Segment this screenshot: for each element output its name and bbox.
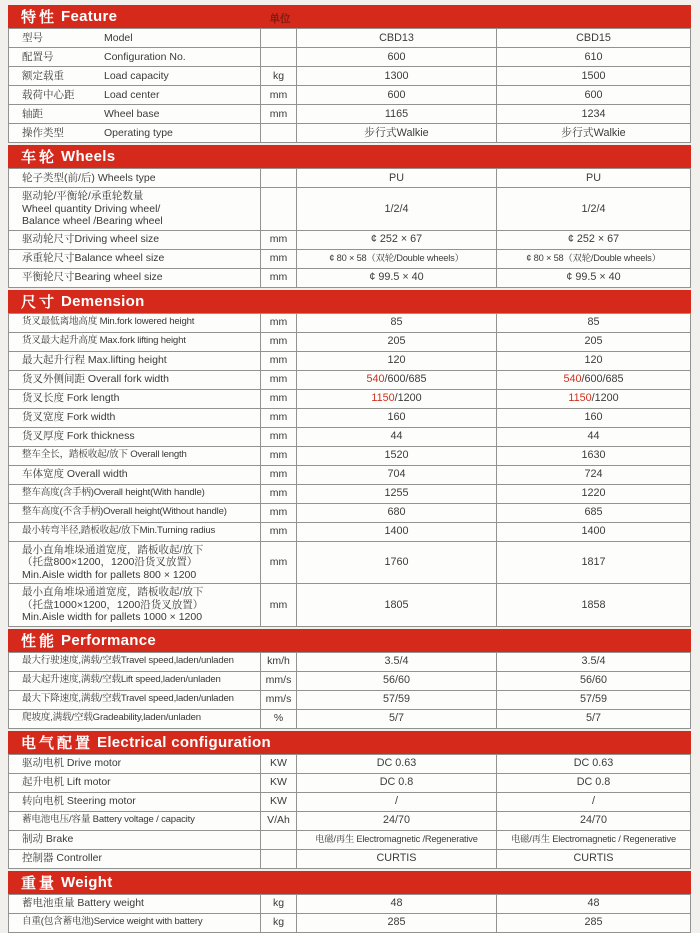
row-value-cbd13: ¢ 80 × 58（双轮/Double wheels） <box>297 250 497 268</box>
section-title-zh: 特性 <box>21 9 58 26</box>
row-label-zh: 操作类型 <box>22 126 64 139</box>
row-unit <box>261 124 297 142</box>
row-value-cbd13: ¢ 99.5 × 40 <box>297 269 497 287</box>
row-value-cbd13: DC 0.63 <box>297 755 497 773</box>
row-value-cbd15: 724 <box>584 468 603 481</box>
row-label: 货叉最低离地高度 Min.fork lowered height <box>9 314 261 332</box>
row-value-cbd15: ¢ 99.5 × 40 <box>566 271 621 284</box>
section-rows-performance <box>8 652 691 729</box>
row-value-cbd15: 1234 <box>581 107 606 120</box>
section-title-en: Wheels <box>61 148 116 165</box>
row-label <box>9 67 261 85</box>
spec-row <box>9 169 690 188</box>
section-title-en: Performance <box>61 631 157 649</box>
section-title-en: Demension <box>61 292 145 310</box>
row-value-cbd15: 56/60 <box>579 674 608 687</box>
row-label: 货叉最大起升高度 Max.fork lifting height <box>9 333 261 351</box>
row-value-cbd15: DC 0.8 <box>576 776 611 789</box>
row-value-cbd13: DC 0.8 <box>297 774 497 792</box>
spec-row <box>9 466 690 485</box>
spec-row <box>9 29 690 48</box>
spec-row <box>9 672 690 691</box>
row-value-cbd15 <box>497 371 690 389</box>
row-label-line: 驱动轮/平衡轮/承重轮数量 <box>22 190 144 202</box>
row-value-cbd15: 160 <box>584 411 603 424</box>
row-value-cbd13: 680 <box>297 504 497 522</box>
spec-row <box>9 691 690 710</box>
row-unit <box>261 831 297 849</box>
spec-row <box>9 914 690 933</box>
section-rows-electrical <box>8 754 691 869</box>
row-label: 最大下降速度,满载/空载Travel speed,laden/unladen <box>9 691 261 709</box>
section-rows-feature <box>8 28 691 143</box>
row-value-cbd13: 85 <box>297 314 497 332</box>
row-value-cbd15: 5/7 <box>585 712 601 725</box>
row-label: 爬坡度,满载/空载Gradeability,laden/unladen <box>9 710 261 728</box>
section-rows-weight <box>8 894 691 933</box>
row-label-zh: 载荷中心距 <box>22 88 75 101</box>
value-rest: /1200 <box>394 392 422 405</box>
section-title-en: Weight <box>61 873 113 891</box>
row-value-cbd15: 1630 <box>581 449 606 462</box>
row-value-cbd15: 1/2/4 <box>581 202 606 215</box>
row-label <box>9 29 261 47</box>
section-title-zh: 重量 <box>21 874 58 892</box>
row-unit: mm <box>261 231 297 249</box>
row-unit: mm <box>261 352 297 370</box>
row-unit: mm <box>261 409 297 427</box>
spec-row <box>9 812 690 831</box>
spec-row <box>9 250 690 269</box>
spec-row <box>9 755 690 774</box>
row-label-line: 最小直角堆垛通道宽度，踏板收起/放下 <box>22 543 204 556</box>
row-value-cbd15: 57/59 <box>579 693 608 706</box>
section-title-zh: 电气配置 <box>21 734 94 752</box>
row-value-cbd13: 704 <box>297 466 497 484</box>
row-value-cbd13: 1805 <box>297 584 497 626</box>
row-label: 蓄电池电压/容量 Battery voltage / capacity <box>9 812 261 830</box>
row-unit: mm/s <box>261 672 297 690</box>
row-unit: % <box>261 710 297 728</box>
row-unit <box>261 850 297 868</box>
row-unit: mm <box>261 250 297 268</box>
section-header-performance <box>8 629 691 652</box>
row-value-cbd15 <box>497 390 690 408</box>
row-label <box>9 584 261 626</box>
spec-row <box>9 67 690 86</box>
row-unit: kg <box>261 67 297 85</box>
value-highlight: 1150 <box>371 392 395 405</box>
row-value-cbd13: 285 <box>297 914 497 932</box>
spec-row <box>9 428 690 447</box>
row-value-cbd13: 120 <box>297 352 497 370</box>
row-value-cbd15: PU <box>586 171 601 184</box>
page <box>0 5 700 929</box>
row-value-cbd15: ¢ 252 × 67 <box>567 233 620 246</box>
section-title-zh: 尺寸 <box>21 293 58 311</box>
spec-row <box>9 409 690 428</box>
spec-row <box>9 269 690 288</box>
row-value-cbd13: 1300 <box>297 67 497 85</box>
row-value-cbd13: 600 <box>297 86 497 104</box>
row-unit: mm <box>261 390 297 408</box>
row-value-cbd15: 685 <box>584 506 603 519</box>
value-highlight: 540 <box>563 373 582 386</box>
row-label: 平衡轮尺寸Bearing wheel size <box>9 269 261 287</box>
row-value-cbd13: 1760 <box>297 542 497 584</box>
row-unit: mm <box>261 485 297 503</box>
section-title-en: Electrical configuration <box>97 733 271 751</box>
row-label: 整车全长，踏板收起/放下 Overall length <box>9 447 261 465</box>
row-value-cbd15: 24/70 <box>579 814 608 827</box>
row-unit: mm <box>261 314 297 332</box>
row-unit <box>261 48 297 66</box>
row-value-cbd13: 160 <box>297 409 497 427</box>
row-value-cbd15: 600 <box>584 88 603 101</box>
row-unit: mm <box>261 333 297 351</box>
row-value-cbd13: 1520 <box>297 447 497 465</box>
spec-row <box>9 653 690 672</box>
spec-row <box>9 584 690 627</box>
spec-row <box>9 333 690 352</box>
row-label: 轮子类型(前/后) Wheels type <box>9 169 261 187</box>
row-label-line: Balance wheel /Bearing wheel <box>22 215 163 227</box>
spec-row <box>9 105 690 124</box>
row-label-zh: 配置号 <box>22 50 54 63</box>
row-label: 自重(包含蓄电池)Service weight with battery <box>9 914 261 932</box>
spec-row <box>9 831 690 850</box>
row-value-cbd15: 步行式Walkie <box>561 126 626 139</box>
spec-row <box>9 371 690 390</box>
section-header-wheels <box>8 145 691 168</box>
row-value-cbd15: 205 <box>584 335 603 348</box>
row-value-cbd15: CURTIS <box>573 852 614 865</box>
row-label: 最大起升行程 Max.lifting height <box>9 352 261 370</box>
value-rest: /1200 <box>591 392 619 405</box>
section-header-weight <box>8 871 691 894</box>
row-label <box>9 105 261 123</box>
row-value-cbd15: 电磁/再生 Electromagnetic / Regenerative <box>511 834 676 845</box>
row-unit: mm <box>261 542 297 584</box>
row-value-cbd15: 1500 <box>581 69 606 82</box>
row-value-cbd13: 24/70 <box>297 812 497 830</box>
row-value-cbd13: 44 <box>297 428 497 446</box>
row-label-en: Load center <box>104 88 160 101</box>
row-value-cbd13: 步行式Walkie <box>297 124 497 142</box>
section-header-electrical <box>8 731 691 754</box>
row-label-en: Wheel base <box>104 107 160 120</box>
row-value-cbd13: 1/2/4 <box>297 188 497 230</box>
row-unit: mm <box>261 584 297 626</box>
row-value-cbd15: 610 <box>584 50 603 63</box>
spec-row <box>9 542 690 585</box>
row-unit: km/h <box>261 653 297 671</box>
row-label: 货叉外侧间距 Overall fork width <box>9 371 261 389</box>
spec-row <box>9 188 690 231</box>
row-unit: mm <box>261 466 297 484</box>
row-label-en: Load capacity <box>104 69 169 82</box>
row-label: 承重轮尺寸Balance wheel size <box>9 250 261 268</box>
row-label-line: Min.Aisle width for pallets 800 × 1200 <box>22 568 197 581</box>
row-label-en: Model <box>104 31 133 44</box>
row-value-cbd13: 1255 <box>297 485 497 503</box>
row-label: 车体宽度 Overall width <box>9 466 261 484</box>
row-label: 控制器 Controller <box>9 850 261 868</box>
row-label: 货叉厚度 Fork thickness <box>9 428 261 446</box>
row-label: 货叉宽度 Fork width <box>9 409 261 427</box>
row-value-cbd15: 85 <box>587 316 600 329</box>
row-unit: mm <box>261 447 297 465</box>
row-label-zh: 额定载重 <box>22 69 64 82</box>
row-value-cbd13: 48 <box>297 895 497 913</box>
row-value-cbd13: CBD13 <box>297 29 497 47</box>
row-value-cbd15: 1220 <box>581 487 606 500</box>
row-value-cbd13: ¢ 252 × 67 <box>297 231 497 249</box>
row-label: 整车高度(不含手柄)Overall height(Without handle) <box>9 504 261 522</box>
row-label: 货叉长度 Fork length <box>9 390 261 408</box>
row-label: 蓄电池重量 Battery weight <box>9 895 261 913</box>
spec-row <box>9 48 690 67</box>
row-value-cbd15: 44 <box>587 430 600 443</box>
row-label-zh: 轴距 <box>22 107 43 120</box>
row-unit: V/Ah <box>261 812 297 830</box>
row-value-cbd15: DC 0.63 <box>573 757 614 770</box>
row-label: 最小转弯半径,踏板收起/放下Min.Turning radius <box>9 523 261 541</box>
row-unit: mm <box>261 523 297 541</box>
section-rows-wheels <box>8 168 691 288</box>
row-unit: mm <box>261 105 297 123</box>
row-value-cbd13 <box>297 390 497 408</box>
section-rows-dimension <box>8 313 691 627</box>
row-value-cbd13 <box>297 371 497 389</box>
row-label-en: Operating type <box>104 126 173 139</box>
row-unit: KW <box>261 755 297 773</box>
row-value-cbd15: 48 <box>587 897 600 910</box>
row-label <box>9 542 261 584</box>
row-value-cbd13: 3.5/4 <box>297 653 497 671</box>
row-value-cbd15: ¢ 80 × 58（双轮/Double wheels） <box>526 253 661 264</box>
row-value-cbd13: 57/59 <box>297 691 497 709</box>
row-value-cbd15: CBD15 <box>576 31 611 44</box>
row-label-line: （托盘800×1200，1200沿货叉放置） <box>22 556 198 568</box>
row-value-cbd15: 1858 <box>581 598 606 611</box>
row-unit: mm <box>261 269 297 287</box>
row-unit: KW <box>261 793 297 811</box>
row-label-line: （托盘1000×1200，1200沿货叉放置） <box>22 598 204 611</box>
section-title-en: Feature <box>61 8 118 25</box>
spec-row <box>9 352 690 371</box>
unit-column-header: 单位 <box>269 13 291 25</box>
row-label: 起升电机 Lift motor <box>9 774 261 792</box>
row-label-zh: 型号 <box>22 31 43 44</box>
spec-row <box>9 314 690 333</box>
row-value-cbd13: CURTIS <box>297 850 497 868</box>
section-title-zh: 性能 <box>21 632 58 650</box>
spec-row <box>9 86 690 105</box>
row-label: 最大行驶速度,满载/空载Travel speed,laden/unladen <box>9 653 261 671</box>
spec-row <box>9 895 690 914</box>
row-unit: mm <box>261 86 297 104</box>
value-rest: /600/685 <box>384 373 427 386</box>
row-value-cbd13: PU <box>297 169 497 187</box>
row-value-cbd15: 120 <box>584 354 603 367</box>
spec-sheet <box>8 5 691 933</box>
row-unit: mm <box>261 371 297 389</box>
row-value-cbd13: 205 <box>297 333 497 351</box>
row-label-line: Min.Aisle width for pallets 1000 × 1200 <box>22 611 203 623</box>
spec-row <box>9 231 690 250</box>
row-label-en: Configuration No. <box>104 50 186 63</box>
spec-row <box>9 504 690 523</box>
row-unit: mm/s <box>261 691 297 709</box>
row-label: 最大起升速度,满载/空载Lift speed,laden/unladen <box>9 672 261 690</box>
row-label: 驱动轮尺寸Driving wheel size <box>9 231 261 249</box>
row-unit: kg <box>261 914 297 932</box>
spec-row <box>9 793 690 812</box>
value-highlight: 540 <box>366 373 385 386</box>
row-unit <box>261 29 297 47</box>
row-value-cbd15: 285 <box>584 916 603 929</box>
row-value-cbd13: 5/7 <box>297 710 497 728</box>
row-unit <box>261 169 297 187</box>
row-label-line: 最小直角堆垛通道宽度，踏板收起/放下 <box>22 586 204 598</box>
section-title-zh: 车轮 <box>21 149 58 166</box>
row-label-line: Wheel quantity Driving wheel/ <box>22 202 161 215</box>
row-label: 整车高度(含手柄)Overall height(With handle) <box>9 485 261 503</box>
row-label: 转向电机 Steering motor <box>9 793 261 811</box>
spec-row <box>9 774 690 793</box>
row-label <box>9 124 261 142</box>
row-value-cbd13: 1165 <box>297 105 497 123</box>
spec-row <box>9 124 690 143</box>
row-unit: kg <box>261 895 297 913</box>
row-unit: KW <box>261 774 297 792</box>
row-value-cbd13: 600 <box>297 48 497 66</box>
row-value-cbd13: 1400 <box>297 523 497 541</box>
row-label: 驱动电机 Drive motor <box>9 755 261 773</box>
spec-row <box>9 710 690 729</box>
row-value-cbd15: 3.5/4 <box>581 655 606 668</box>
row-unit: mm <box>261 428 297 446</box>
row-value-cbd15: 1817 <box>581 556 606 568</box>
section-header-feature <box>8 5 691 28</box>
spec-row <box>9 390 690 409</box>
row-unit <box>261 188 297 230</box>
section-header-dimension <box>8 290 691 313</box>
row-value-cbd13: 56/60 <box>297 672 497 690</box>
value-rest: /600/685 <box>581 373 624 386</box>
row-value-cbd15: / <box>592 795 595 808</box>
row-label <box>9 48 261 66</box>
value-highlight: 1150 <box>568 392 592 405</box>
spec-row <box>9 447 690 466</box>
row-value-cbd15: 1400 <box>581 525 606 538</box>
spec-row <box>9 523 690 542</box>
row-label <box>9 188 261 230</box>
row-unit: mm <box>261 504 297 522</box>
spec-row <box>9 485 690 504</box>
row-label: 制动 Brake <box>9 831 261 849</box>
spec-row <box>9 850 690 869</box>
row-value-cbd13: 电磁/再生 Electromagnetic /Regenerative <box>297 831 497 849</box>
row-value-cbd13: / <box>297 793 497 811</box>
row-label <box>9 86 261 104</box>
